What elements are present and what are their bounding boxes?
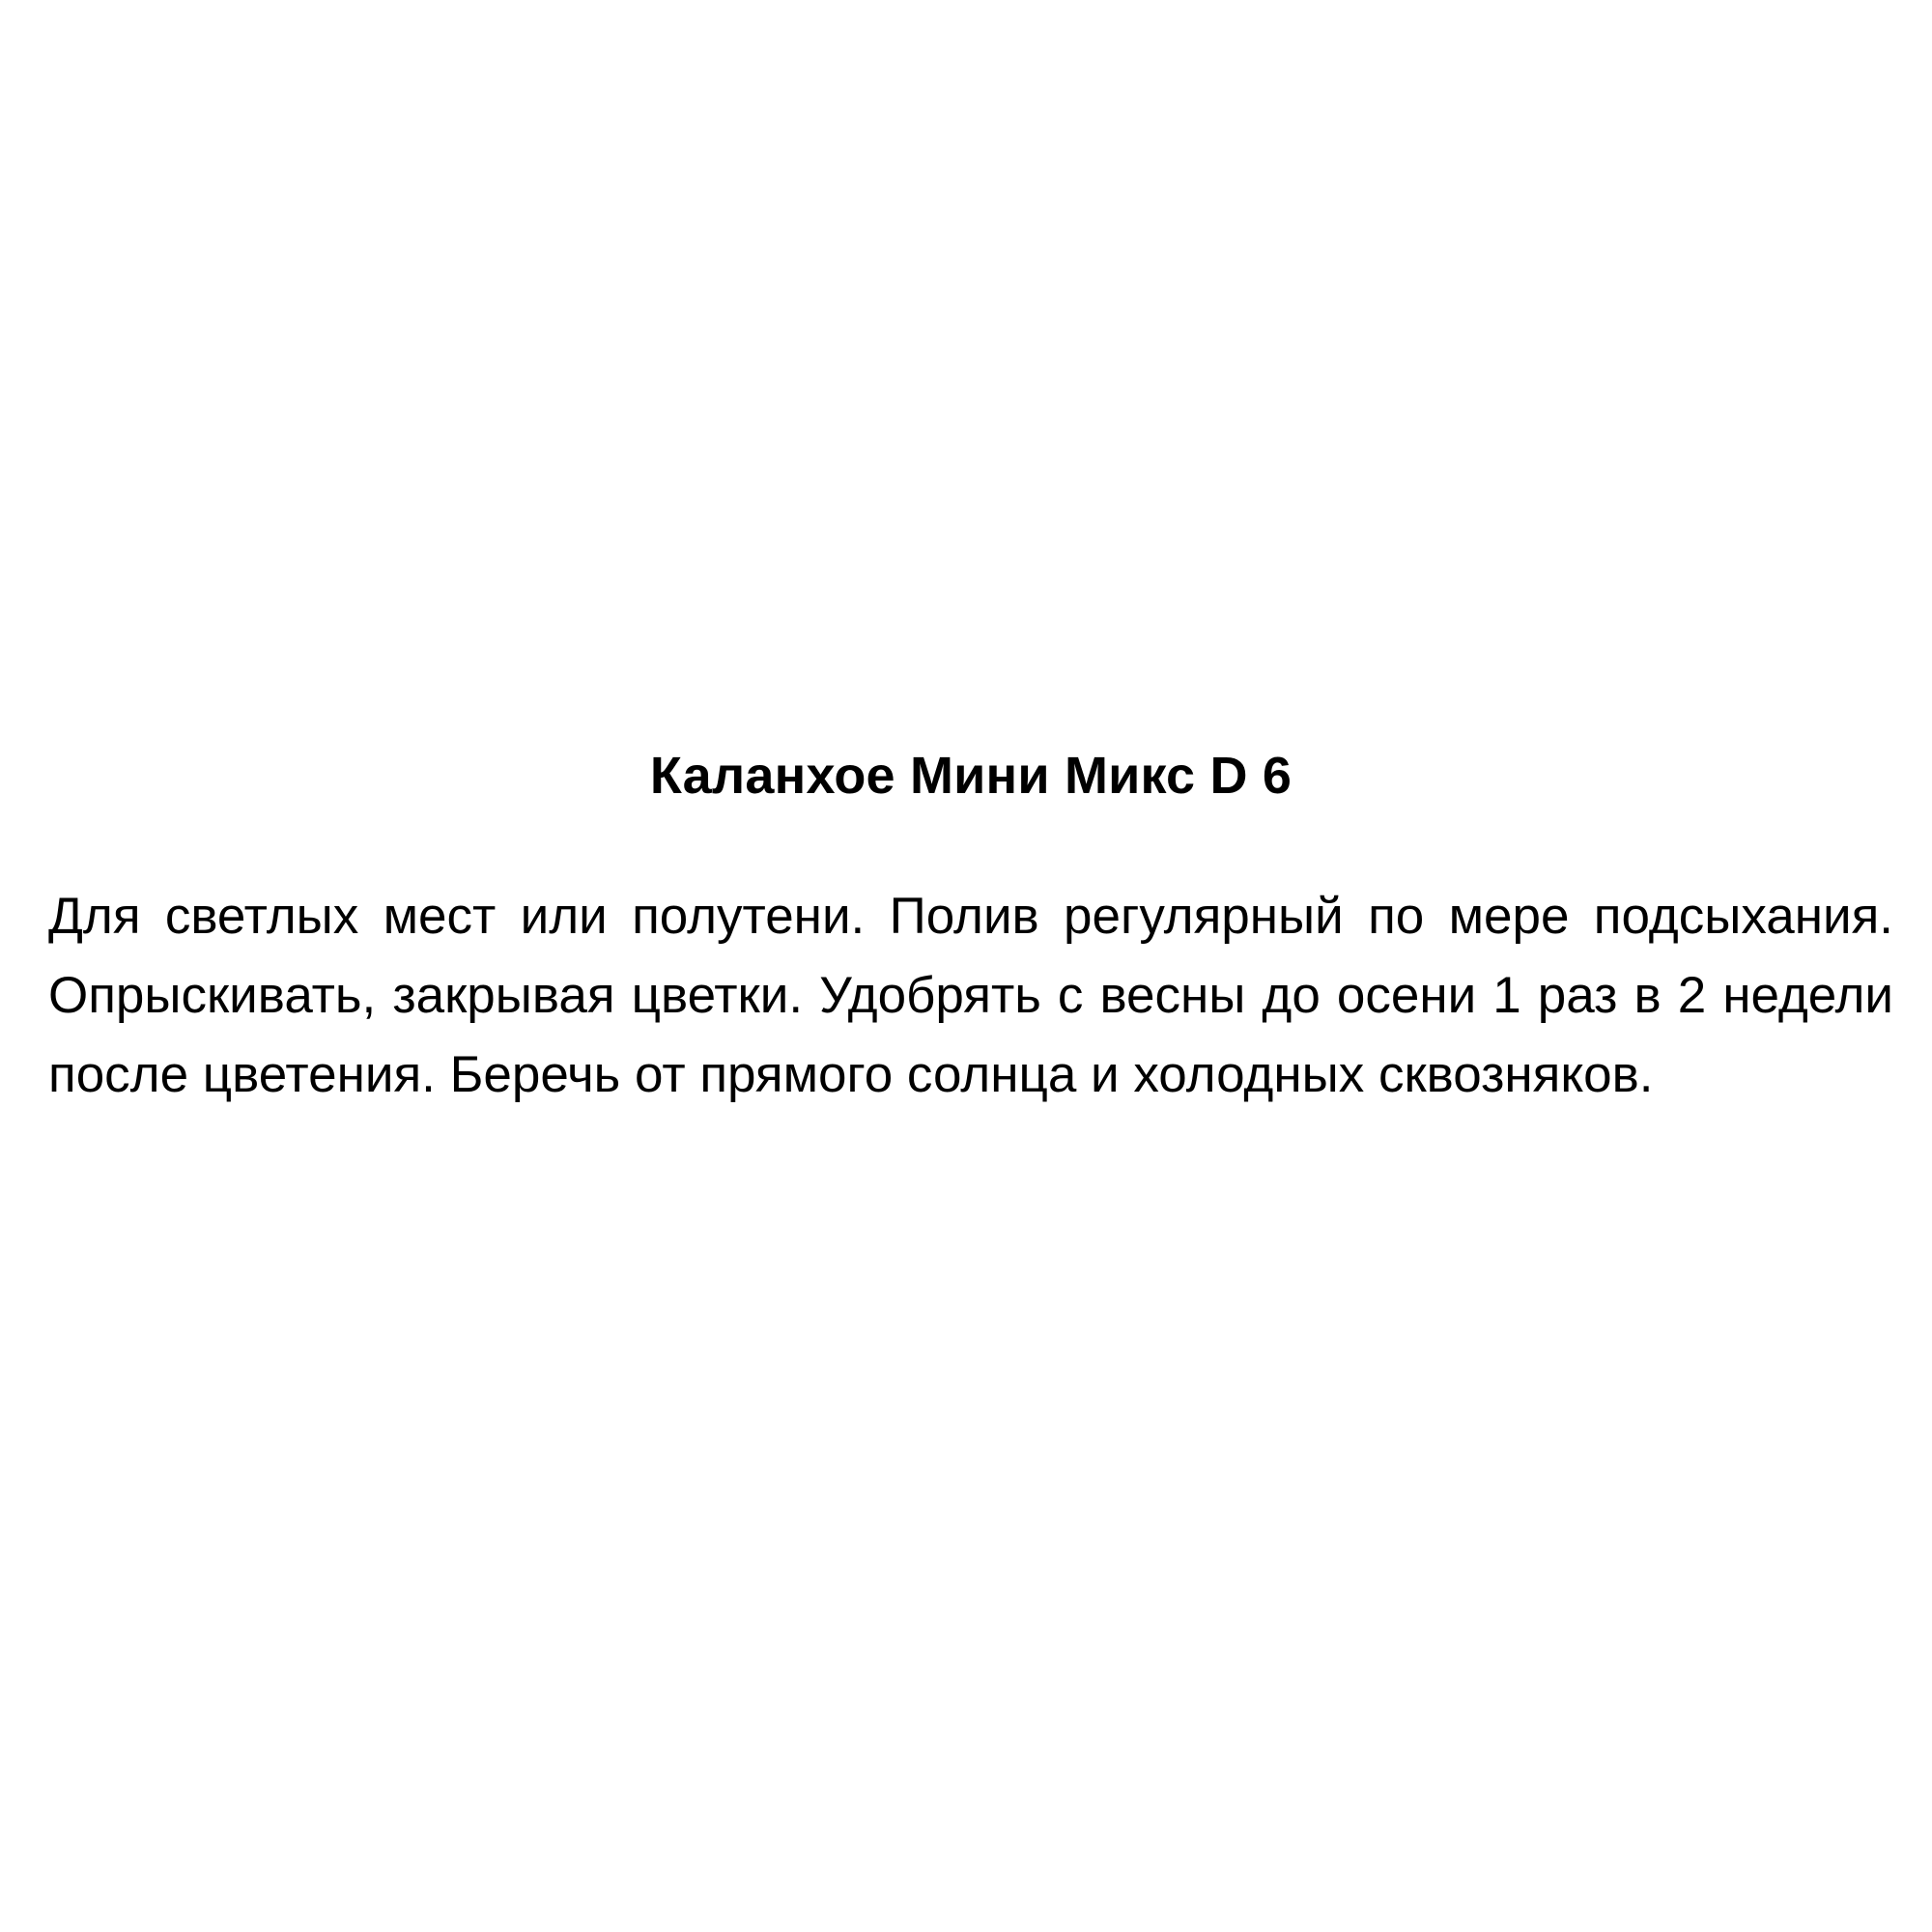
product-title: Каланхое Мини Микс D 6 xyxy=(649,747,1293,805)
document-body xyxy=(48,723,1893,1115)
care-instructions-paragraph: Для светлых мест или полутени. Полив регулярный по мере подсыхания. Опрыскивать, закрывая цветки. Удобрять с весны до осени 1 раз в 2 недели после цветения. Беречь от прямого солнца и холодных сквозняков. xyxy=(48,888,1893,1103)
